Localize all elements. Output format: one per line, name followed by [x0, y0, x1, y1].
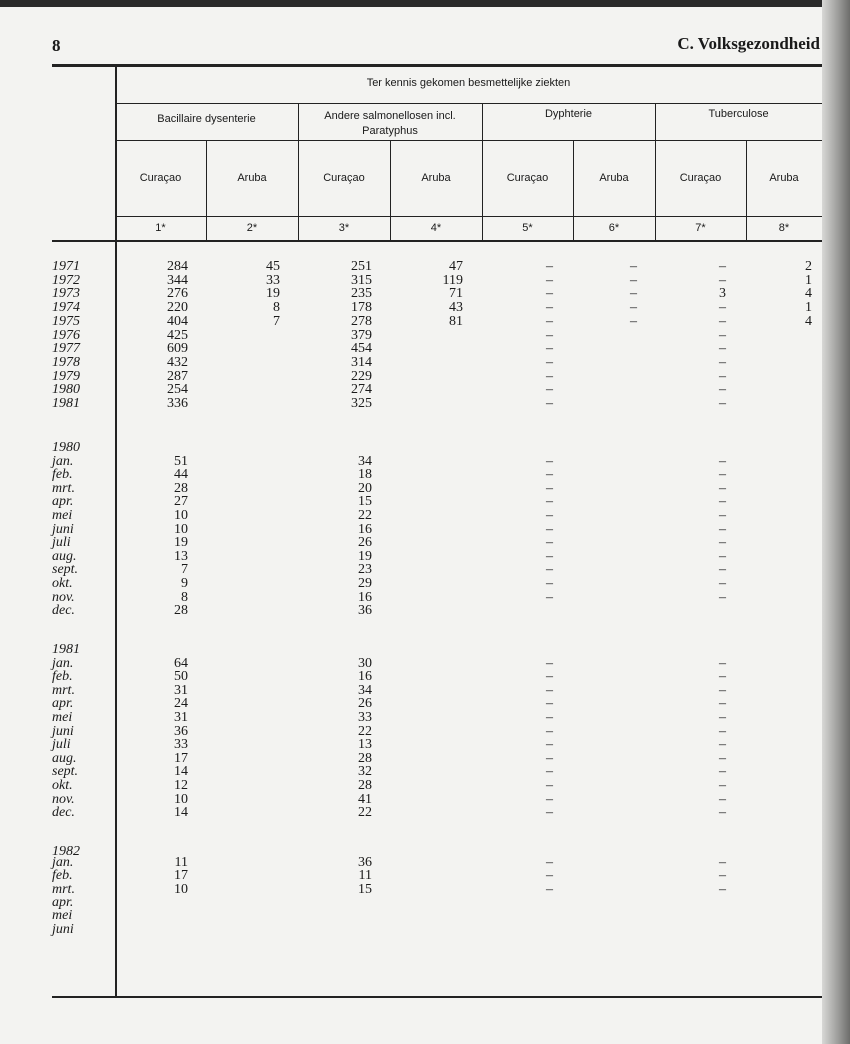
table-cell: 10	[174, 791, 188, 807]
table-cell: –	[719, 737, 726, 753]
row-label: juli	[52, 737, 71, 753]
table-cell: 14	[174, 805, 188, 821]
table-cell: –	[719, 868, 726, 884]
table-cell: –	[546, 868, 553, 884]
row-label: mrt.	[52, 480, 75, 496]
year-heading: 1982	[52, 844, 80, 859]
table-cell: 30	[358, 655, 372, 671]
table-cell: 19	[174, 535, 188, 551]
table-cell: 220	[167, 300, 188, 316]
row-label: jan.	[52, 655, 74, 671]
column-number: 2*	[246, 222, 258, 234]
row-label: sept.	[52, 764, 79, 780]
table-cell: –	[719, 480, 726, 496]
table-cell: 274	[351, 382, 372, 398]
table-cell: 16	[358, 669, 372, 685]
row-label: feb.	[52, 868, 73, 884]
table-cell: –	[546, 791, 553, 807]
table-cell: 609	[167, 341, 188, 357]
table-cell: 379	[351, 327, 372, 343]
table-cell: 315	[351, 272, 372, 288]
table-cell: –	[546, 737, 553, 753]
table-cell: 325	[351, 396, 372, 411]
table-cell: –	[719, 589, 726, 605]
column-number: 3*	[338, 222, 350, 234]
table-cell: –	[546, 467, 553, 483]
table-cell: –	[719, 507, 726, 523]
table-cell: –	[719, 575, 726, 591]
table-cell: 7	[181, 562, 188, 578]
table-cell: –	[546, 682, 553, 698]
table-cell: –	[546, 507, 553, 523]
table-cell: 336	[167, 396, 188, 411]
table-cell: –	[719, 327, 726, 343]
table-cell: –	[719, 272, 726, 288]
row-label: juni	[52, 921, 74, 937]
rule	[115, 216, 822, 217]
row-label: 1973	[52, 286, 80, 302]
book-spine-shadow	[822, 0, 850, 1044]
table-cell: –	[546, 480, 553, 496]
table-cell: 41	[358, 791, 372, 807]
table-cell: 17	[174, 750, 188, 766]
table-cell: 18	[358, 467, 372, 483]
table-cell: –	[719, 655, 726, 671]
column-number: 1*	[155, 222, 166, 234]
column-header: Curaçao	[323, 172, 365, 184]
table-cell: –	[546, 881, 553, 897]
table-cell: 432	[167, 354, 188, 370]
table-cell: 28	[358, 750, 372, 766]
row-label: 1978	[52, 354, 80, 370]
table-cell: –	[546, 327, 553, 343]
table-cell: –	[719, 467, 726, 483]
table-cell: –	[546, 575, 553, 591]
table-cell: 7	[273, 313, 280, 329]
column-header: Aruba	[421, 172, 451, 184]
row-label: dec.	[52, 603, 75, 619]
table-cell: 11	[358, 868, 372, 884]
table-cell: –	[546, 535, 553, 551]
year-heading: 1981	[52, 642, 80, 657]
table-cell: –	[546, 259, 553, 274]
table-cell: –	[630, 313, 637, 329]
table-cell: –	[546, 764, 553, 780]
table-title: Ter kennis gekomen besmettelijke ziekten	[366, 77, 571, 89]
row-label: nov.	[52, 791, 75, 807]
row-label: mei	[52, 709, 73, 725]
table-cell: 23	[358, 562, 372, 578]
table-cell: 344	[167, 272, 188, 288]
table-cell: –	[719, 382, 726, 398]
table-cell: 15	[358, 881, 372, 897]
table-cell: –	[546, 777, 553, 793]
row-label: mrt.	[52, 682, 75, 698]
table-cell: 287	[167, 368, 188, 384]
table-cell: –	[546, 548, 553, 564]
row-label: okt.	[52, 777, 73, 793]
table-cell: 251	[351, 259, 372, 274]
row-label: apr.	[52, 696, 74, 712]
row-label: 1979	[52, 368, 80, 384]
group-header: Dyphterie	[544, 108, 593, 120]
table-cell: 19	[358, 548, 372, 564]
row-label: apr.	[52, 894, 74, 910]
table-cell: 9	[181, 575, 188, 591]
table-cell: 36	[174, 723, 188, 739]
table-cell: 20	[358, 480, 372, 496]
table-cell: –	[546, 453, 553, 469]
table-cell: 29	[358, 575, 372, 591]
table-cell: –	[630, 259, 637, 274]
table-cell: –	[546, 494, 553, 510]
table-cell: 33	[266, 272, 280, 288]
table-cell: 425	[167, 327, 188, 343]
table-cell: –	[546, 855, 553, 870]
table-cell: 8	[273, 300, 280, 316]
table-cell: –	[719, 396, 726, 411]
row-label: 1977	[52, 341, 80, 357]
table-cell: 3	[719, 286, 726, 302]
table-cell: –	[719, 562, 726, 578]
page-number: 8	[52, 36, 61, 55]
column-header: Aruba	[237, 172, 267, 184]
row-label: dec.	[52, 805, 75, 821]
table-cell: –	[719, 535, 726, 551]
table-cell: 71	[449, 286, 463, 302]
table-cell: 254	[167, 382, 188, 398]
table-cell: 276	[167, 286, 188, 302]
header-bottom-rule	[52, 240, 822, 242]
table-cell: 10	[174, 507, 188, 523]
table-cell: –	[719, 696, 726, 712]
table-cell: 51	[174, 453, 188, 469]
table-cell: 28	[358, 777, 372, 793]
row-label: mei	[52, 908, 73, 924]
table-cell: 28	[174, 603, 188, 619]
table-cell: –	[719, 354, 726, 370]
table-cell: 36	[358, 855, 372, 870]
table-cell: –	[719, 453, 726, 469]
row-label: 1980	[52, 382, 80, 398]
table-cell: –	[719, 300, 726, 316]
table-cell: –	[719, 881, 726, 897]
row-label: 1972	[52, 272, 80, 288]
table-cell: 22	[358, 805, 372, 821]
row-label: jan.	[52, 453, 74, 469]
table-cell: 28	[174, 480, 188, 496]
table-cell: 4	[805, 286, 812, 302]
row-label: sept.	[52, 562, 79, 578]
table-cell: 16	[358, 521, 372, 537]
row-label: aug.	[52, 750, 77, 766]
table-cell: 229	[351, 368, 372, 384]
table-cell: 31	[174, 682, 188, 698]
table-cell: 13	[358, 737, 372, 753]
table-cell: 284	[167, 259, 188, 274]
table-cell: 10	[174, 521, 188, 537]
table-cell: 45	[266, 259, 280, 274]
table-cell: 11	[174, 855, 188, 870]
table-cell: 19	[266, 286, 280, 302]
row-label: apr.	[52, 494, 74, 510]
table-cell: –	[719, 764, 726, 780]
table-cell: 119	[442, 272, 463, 288]
row-label: 1981	[52, 396, 80, 411]
row-label: 1975	[52, 313, 80, 329]
table-cell: –	[546, 313, 553, 329]
table-cell: 44	[174, 467, 188, 483]
table-cell: –	[719, 805, 726, 821]
table-cell: 31	[174, 709, 188, 725]
column-header: Curaçao	[506, 172, 549, 184]
stub-divider	[115, 66, 117, 996]
rule	[115, 140, 822, 141]
table-cell: 34	[358, 682, 372, 698]
table-cell: –	[546, 805, 553, 821]
table-cell: –	[546, 368, 553, 384]
table-cell: 22	[358, 723, 372, 739]
table-cell: 15	[358, 494, 372, 510]
chapter-title: C. Volksgezondheid	[677, 34, 820, 53]
table-cell: –	[546, 709, 553, 725]
table-cell: –	[719, 494, 726, 510]
column-number: 5*	[522, 222, 533, 234]
table-cell: 34	[358, 453, 372, 469]
table-cell: 454	[351, 341, 372, 357]
row-label: jan.	[52, 855, 74, 870]
table-cell: –	[546, 750, 553, 766]
group-header: Andere salmonellosen incl. Paratyphus	[324, 110, 456, 137]
column-header: Aruba	[769, 172, 799, 184]
table-cell: 36	[358, 603, 372, 619]
table-cell: 27	[174, 494, 188, 510]
column-header: Curaçao	[139, 172, 182, 184]
year-heading: 1980	[52, 440, 80, 455]
table-cell: –	[719, 669, 726, 685]
table-cell: 1	[805, 272, 812, 288]
table-cell: –	[546, 341, 553, 357]
table-cell: –	[630, 286, 637, 302]
table-cell: –	[546, 521, 553, 537]
table-cell: –	[719, 313, 726, 329]
table-cell: 47	[449, 259, 463, 274]
row-label: aug.	[52, 548, 77, 564]
table-cell: –	[719, 368, 726, 384]
column-number: 6*	[608, 222, 620, 234]
row-label: mei	[52, 507, 73, 523]
table-cell: 4	[805, 313, 812, 329]
table-cell: –	[546, 354, 553, 370]
table-cell: –	[546, 723, 553, 739]
table-cell: –	[719, 855, 726, 870]
column-number: 4*	[430, 222, 442, 234]
table-cell: –	[719, 521, 726, 537]
row-label: nov.	[52, 589, 75, 605]
table-cell: –	[546, 589, 553, 605]
table-cell: 2	[805, 259, 812, 274]
group-header: Bacillaire dysenterie	[157, 113, 256, 125]
table-cell: –	[546, 272, 553, 288]
table-cell: 12	[174, 777, 188, 793]
table-cell: 278	[351, 313, 372, 329]
table-cell: –	[719, 259, 726, 274]
table-cell: 22	[358, 507, 372, 523]
table-cell: –	[719, 791, 726, 807]
table-cell: –	[546, 655, 553, 671]
row-label: juli	[52, 535, 71, 551]
table-cell: –	[719, 341, 726, 357]
table-cell: 32	[358, 764, 372, 780]
row-label: mrt.	[52, 881, 75, 897]
row-label: feb.	[52, 467, 73, 483]
table-cell: –	[546, 382, 553, 398]
row-label: 1971	[52, 259, 80, 274]
table-cell: 8	[181, 589, 188, 605]
row-label: juni	[52, 521, 74, 537]
table-cell: 178	[351, 300, 372, 316]
table-cell: –	[719, 723, 726, 739]
table-cell: –	[546, 396, 553, 411]
table-cell: –	[546, 286, 553, 302]
page-top-edge	[0, 0, 850, 7]
table-cell: 81	[449, 313, 463, 329]
table-cell: 33	[174, 737, 188, 753]
table-cell: 314	[351, 354, 372, 370]
table-cell: –	[546, 300, 553, 316]
table-cell: –	[719, 682, 726, 698]
rule	[115, 103, 822, 104]
table-cell: 33	[358, 709, 372, 725]
column-number: 7*	[695, 222, 706, 234]
column-header: Curaçao	[679, 172, 722, 184]
column-header: Aruba	[599, 172, 629, 184]
row-label: okt.	[52, 575, 73, 591]
table-cell: 17	[174, 868, 188, 884]
table-cell: 16	[358, 589, 372, 605]
table-cell: 10	[174, 881, 188, 897]
table-cell: –	[546, 562, 553, 578]
table-cell: 14	[174, 764, 188, 780]
column-number: 8*	[778, 222, 790, 234]
group-header: Tuberculose	[708, 108, 769, 120]
table-cell: –	[719, 709, 726, 725]
row-label: 1976	[52, 327, 80, 343]
table-cell: –	[630, 272, 637, 288]
table-cell: –	[546, 669, 553, 685]
table-cell: –	[719, 750, 726, 766]
table-top-rule	[52, 64, 822, 67]
table-cell: 64	[174, 655, 188, 671]
table-cell: 43	[449, 300, 463, 316]
table-cell: –	[719, 777, 726, 793]
table-bottom-rule	[52, 996, 822, 998]
table-cell: 26	[358, 696, 372, 712]
table-cell: 235	[351, 286, 372, 302]
table-cell: 1	[805, 300, 812, 316]
table-cell: –	[546, 696, 553, 712]
table-cell: –	[719, 548, 726, 564]
table-cell: 26	[358, 535, 372, 551]
table-cell: 13	[174, 548, 188, 564]
table-cell: 50	[174, 669, 188, 685]
row-label: juni	[52, 723, 74, 739]
table-cell: 24	[174, 696, 188, 712]
table-cell: 404	[167, 313, 188, 329]
table-cell: –	[630, 300, 637, 316]
row-label: feb.	[52, 669, 73, 685]
row-label: 1974	[52, 300, 80, 316]
